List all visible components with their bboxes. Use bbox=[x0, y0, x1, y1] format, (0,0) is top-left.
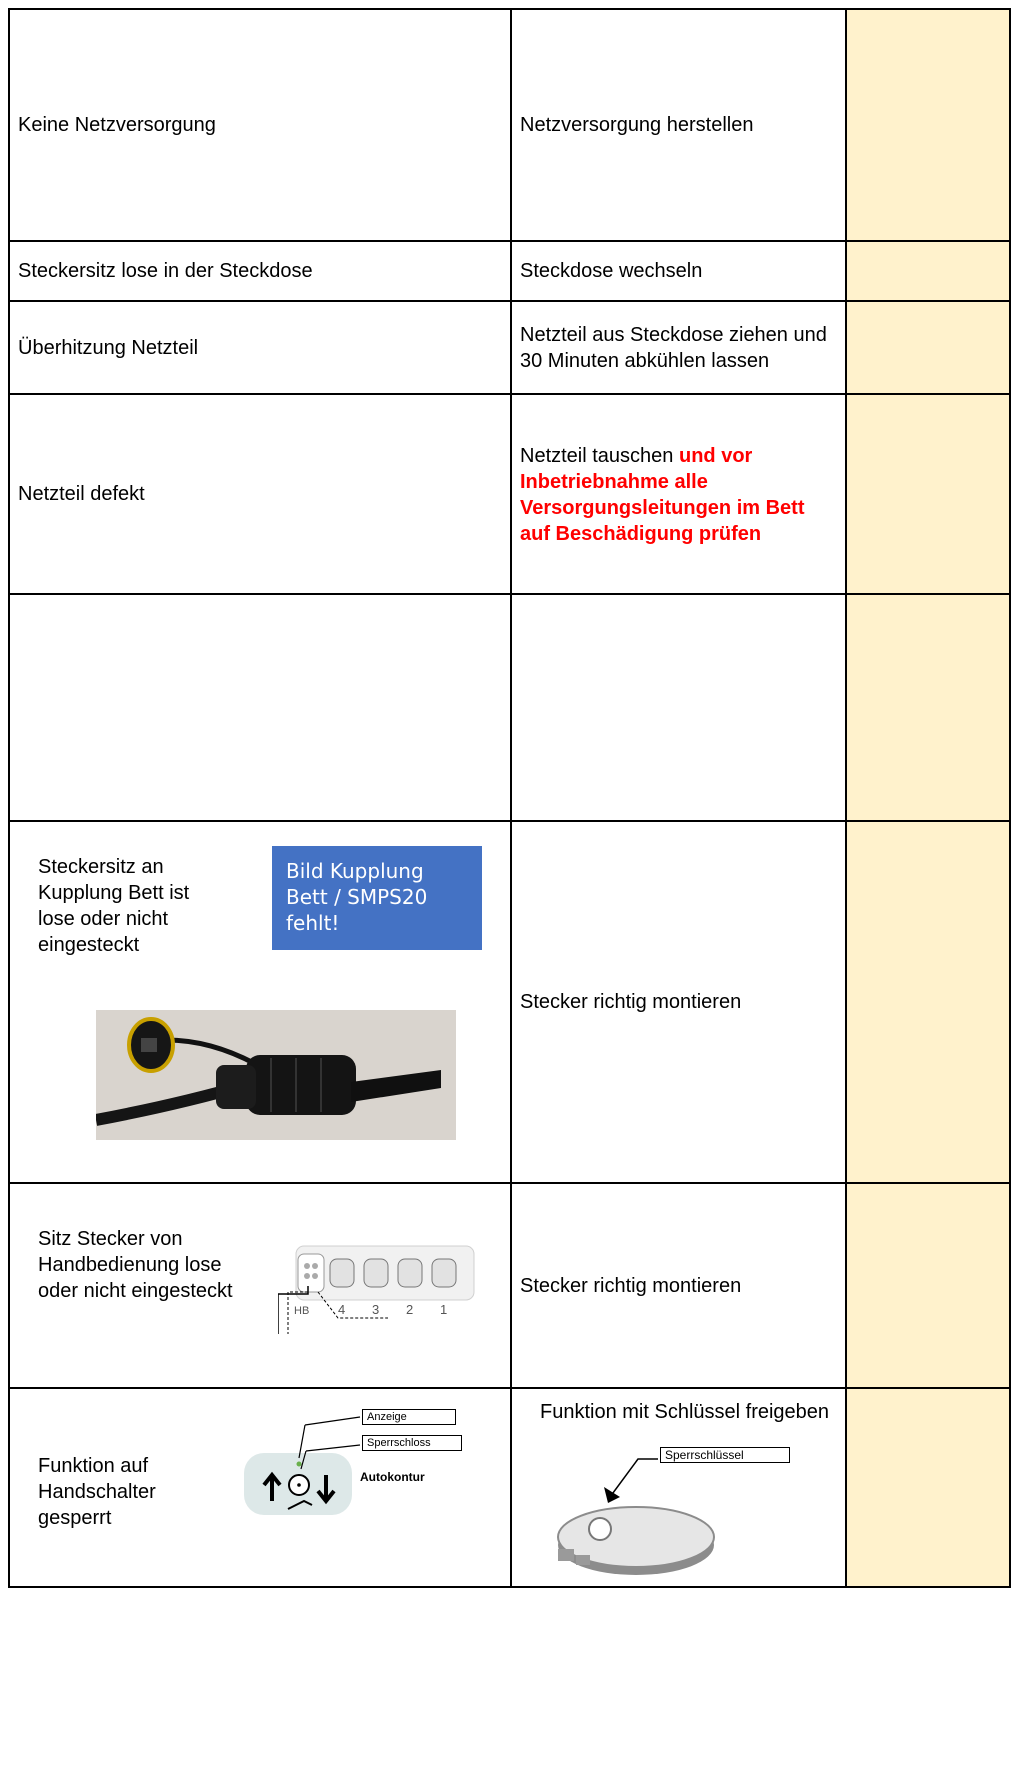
action-cell bbox=[511, 1183, 846, 1388]
action-cell bbox=[511, 1388, 846, 1587]
action-text: Steckdose wechseln bbox=[520, 260, 703, 282]
cause-cell bbox=[9, 1388, 511, 1587]
action-cell bbox=[511, 394, 846, 594]
key-image bbox=[536, 1449, 736, 1579]
cause-cell bbox=[9, 301, 511, 394]
table-row bbox=[9, 821, 1010, 1183]
action-text: Netzversorgung herstellen bbox=[520, 114, 754, 136]
table-row bbox=[9, 394, 1010, 594]
action-text: Netzteil aus Steckdose ziehen und 30 Minuten abkühlen lassen bbox=[520, 323, 827, 372]
callout-text: Bild Kupplung Bett / SMPS20 fehlt! bbox=[286, 859, 428, 935]
cause-text: Sitz Stecker von Handbedienung lose oder nicht eingesteckt bbox=[38, 1228, 233, 1302]
cause-text: Netzteil defekt bbox=[18, 483, 145, 505]
table-row bbox=[9, 594, 1010, 821]
action-cell bbox=[511, 301, 846, 394]
cause-text-block bbox=[38, 1453, 188, 1531]
troubleshooting-table bbox=[8, 8, 1011, 1588]
coupling-plug-image bbox=[96, 1010, 456, 1140]
cause-text: Keine Netzversorgung bbox=[18, 114, 216, 136]
status-cell bbox=[846, 241, 1010, 301]
port-label-2: 2 bbox=[406, 1302, 414, 1317]
cause-text: Überhitzung Netzteil bbox=[18, 336, 199, 359]
action-cell bbox=[511, 241, 846, 301]
action-text: Stecker richtig montieren bbox=[520, 1274, 742, 1297]
status-cell bbox=[846, 1183, 1010, 1388]
action-text: Stecker richtig montieren bbox=[520, 991, 742, 1013]
cause-text: Steckersitz lose in der Steckdose bbox=[18, 260, 313, 282]
handset-connector-diagram bbox=[278, 1244, 478, 1334]
autokontur-label: Autokontur bbox=[360, 1470, 425, 1484]
cause-text-block bbox=[38, 854, 228, 958]
cause-cell bbox=[9, 394, 511, 594]
status-cell bbox=[846, 9, 1010, 241]
status-cell bbox=[846, 594, 1010, 821]
missing-image-callout bbox=[272, 846, 482, 950]
cause-cell bbox=[9, 821, 511, 1183]
action-cell bbox=[511, 9, 846, 241]
sperrschloss-label bbox=[362, 1435, 462, 1451]
sperrschluessel-label-text: Sperrschlüssel bbox=[665, 1448, 744, 1462]
action-cell bbox=[511, 821, 846, 1183]
status-cell bbox=[846, 1388, 1010, 1587]
port-label-hb: HB bbox=[294, 1305, 310, 1317]
status-cell bbox=[846, 821, 1010, 1183]
table-row bbox=[9, 1388, 1010, 1587]
coupling-photo bbox=[96, 1010, 456, 1140]
port-label-4: 4 bbox=[338, 1302, 346, 1317]
status-cell bbox=[846, 394, 1010, 594]
action-cell bbox=[511, 594, 846, 821]
table-row bbox=[9, 1183, 1010, 1388]
cause-text-block bbox=[38, 1226, 248, 1304]
cause-cell bbox=[9, 1183, 511, 1388]
cause-cell bbox=[9, 241, 511, 301]
action-text-block bbox=[540, 1399, 830, 1425]
anzeige-label bbox=[362, 1409, 456, 1425]
anzeige-label-text: Anzeige bbox=[367, 1411, 407, 1423]
status-cell bbox=[846, 301, 1010, 394]
action-text: Funktion mit Schlüssel freigeben bbox=[540, 1401, 830, 1423]
warning-text: und vor Inbetriebnahme alle Versorgungsleitungen im Bett auf Beschädigung prüfen bbox=[520, 445, 805, 545]
cause-text: Funktion auf Handschalter gesperrt bbox=[38, 1455, 156, 1529]
cause-cell bbox=[9, 594, 511, 821]
table-row bbox=[9, 9, 1010, 241]
port-label-3: 3 bbox=[372, 1302, 380, 1317]
table-row bbox=[9, 241, 1010, 301]
action-text: Netzteil tauschen bbox=[520, 445, 679, 467]
cause-text: Steckersitz an Kupplung Bett ist lose oder nicht eingesteckt bbox=[38, 856, 190, 956]
port-label-1: 1 bbox=[440, 1302, 448, 1317]
cause-cell bbox=[9, 9, 511, 241]
table-row bbox=[9, 301, 1010, 394]
sperrschloss-label-text: Sperrschloss bbox=[367, 1437, 431, 1449]
